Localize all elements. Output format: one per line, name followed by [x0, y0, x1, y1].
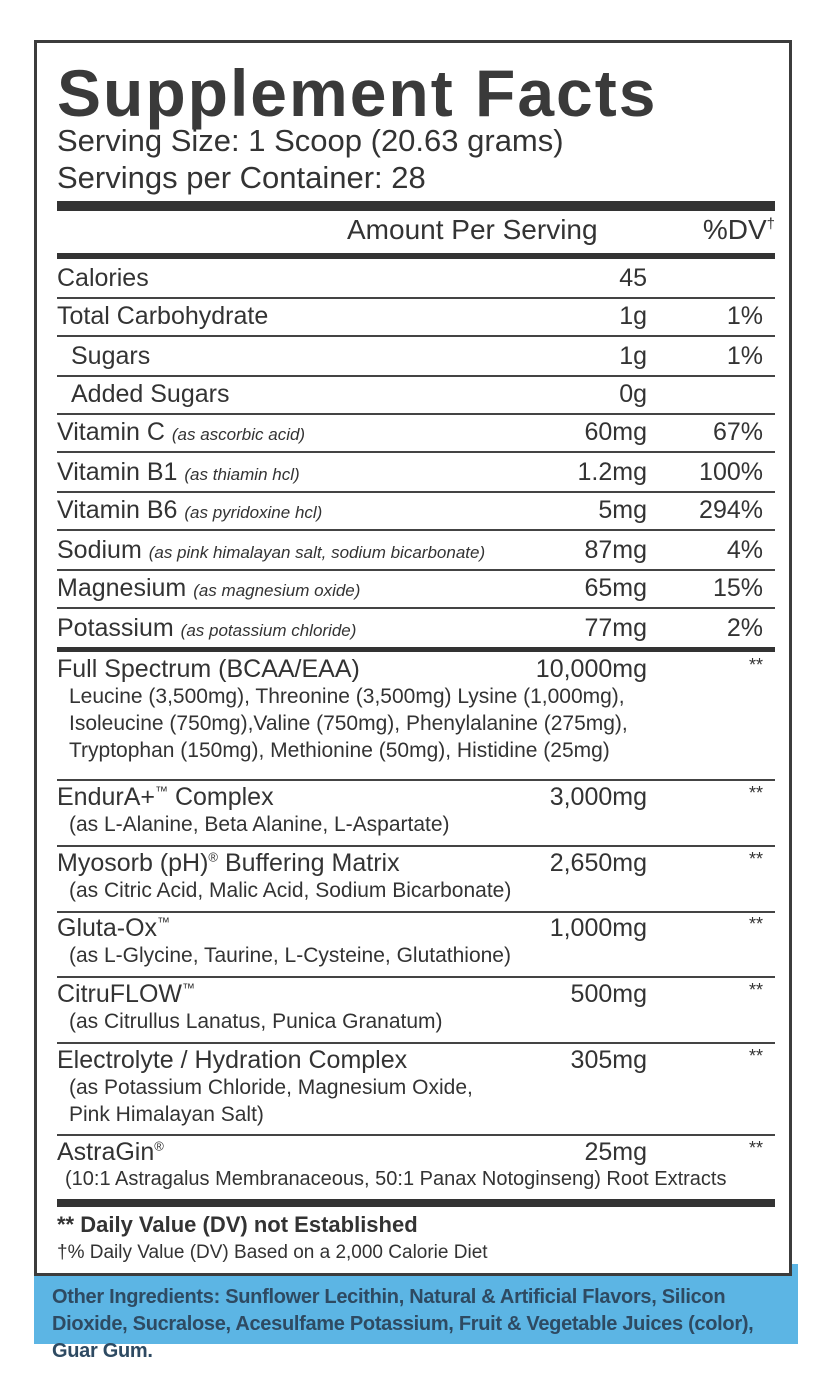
nutrient-source: (as magnesium oxide) — [193, 581, 361, 600]
nutrient-row — [57, 611, 775, 649]
blend-dv: ** — [748, 1046, 763, 1066]
nutrient-amount: 65mg — [584, 574, 647, 602]
nutrient-name: Calories — [57, 264, 149, 292]
nutrient-source: (as potassium chloride) — [180, 621, 357, 640]
amount-per-serving-header: Amount Per Serving — [347, 214, 598, 245]
blend-description: (as Potassium Chloride, Magnesium Oxide, Pink Himalayan Salt) — [69, 1076, 473, 1126]
blend-description: (as Citrullus Lanatus, Punica Granatum) — [69, 1010, 443, 1033]
nutrient-row — [57, 571, 775, 609]
blend-row — [57, 1044, 775, 1136]
blend-name: CitruFLOW™ — [57, 980, 195, 1008]
trademark-mark: ® — [208, 849, 219, 865]
nutrient-row — [57, 339, 775, 377]
nutrient-amount: 60mg — [584, 418, 647, 446]
blend-name: EndurA+™ Complex — [57, 783, 274, 811]
nutrient-source: (as ascorbic acid) — [171, 425, 306, 444]
nutrient-name: Potassium (as potassium chloride) — [57, 614, 357, 642]
nutrient-row — [57, 533, 775, 571]
nutrient-amount: 1.2mg — [577, 458, 647, 486]
blend-description: (as L-Glycine, Taurine, L-Cysteine, Glutathione) — [69, 944, 511, 967]
blend-amount: 500mg — [570, 980, 647, 1008]
nutrient-dv: 1% — [726, 302, 763, 330]
nutrient-amount: 87mg — [584, 536, 647, 564]
nutrient-name: Vitamin B1 (as thiamin hcl) — [57, 458, 300, 486]
blend-amount: 25mg — [584, 1138, 647, 1166]
servings-per-container: Servings per Container: 28 — [57, 160, 426, 195]
blend-amount: 10,000mg — [535, 655, 647, 683]
trademark-mark: ™ — [182, 980, 195, 996]
blend-dv: ** — [748, 655, 763, 675]
serving-size: Serving Size: 1 Scoop (20.63 grams) — [57, 123, 564, 158]
nutrient-row — [57, 455, 775, 493]
nutrient-dv: 4% — [726, 536, 763, 564]
nutrient-name: Sugars — [71, 342, 151, 370]
blend-name: Gluta-Ox™ — [57, 914, 171, 942]
nutrient-amount: 45 — [619, 264, 647, 292]
daily-value-header: %DV† — [702, 214, 775, 245]
blend-dv: ** — [748, 1138, 763, 1158]
blend-row — [57, 781, 775, 847]
daily-value-note: †% Daily Value (DV) Based on a 2,000 Calorie Diet — [57, 1242, 488, 1263]
nutrient-row — [57, 415, 775, 453]
nutrient-source: (as pyridoxine hcl) — [184, 503, 323, 522]
blend-dv: ** — [748, 914, 763, 934]
blend-description: (as Citric Acid, Malic Acid, Sodium Bicarbonate) — [69, 879, 512, 902]
nutrient-name: Added Sugars — [71, 380, 230, 408]
blend-name: Myosorb (pH)® Buffering Matrix — [57, 849, 400, 877]
blend-row — [57, 847, 775, 913]
footer-divider — [57, 1199, 775, 1207]
blend-description: (as L-Alanine, Beta Alanine, L-Aspartate) — [69, 813, 450, 836]
nutrient-name: Magnesium (as magnesium oxide) — [57, 574, 361, 602]
blend-name: Full Spectrum (BCAA/EAA) — [57, 655, 360, 683]
other-ingredients: Other Ingredients: Sunflower Lecithin, Natural & Artificial Flavors, Silicon Dioxide, Sucralose, Acesulfame Potassium, Fruit & Vegetable Juices (color), Guar Gum. — [52, 1286, 754, 1362]
nutrient-amount: 0g — [619, 380, 647, 408]
blend-dv: ** — [748, 849, 763, 869]
blend-dv: ** — [748, 783, 763, 803]
nutrient-divider — [57, 647, 775, 652]
nutrient-name: Vitamin B6 (as pyridoxine hcl) — [57, 496, 323, 524]
blend-row — [57, 653, 775, 781]
nutrient-dv: 294% — [699, 496, 763, 524]
nutrient-source: (as thiamin hcl) — [184, 465, 300, 484]
header-divider — [57, 253, 775, 259]
blend-name: AstraGin® — [57, 1138, 164, 1166]
blend-description: Leucine (3,500mg), Threonine (3,500mg) Lysine (1,000mg), Isoleucine (750mg),Valine (750mg), Phenylalanine (275mg), Tryptophan (150mg), Methionine (50mg), Histidine (25mg) — [69, 685, 628, 762]
blend-description: (10:1 Astragalus Membranaceous, 50:1 Panax Notoginseng) Root Extracts — [65, 1168, 727, 1190]
dv-not-established-note: ** Daily Value (DV) not Established — [57, 1212, 418, 1237]
nutrient-dv: 67% — [712, 418, 763, 446]
blend-row — [57, 1136, 775, 1196]
blend-name: Electrolyte / Hydration Complex — [57, 1046, 408, 1074]
nutrient-amount: 1g — [619, 302, 647, 330]
trademark-mark: ® — [154, 1138, 164, 1154]
nutrient-row — [57, 377, 775, 415]
nutrient-dv: 1% — [726, 342, 763, 370]
trademark-mark: ™ — [157, 914, 171, 930]
nutrient-row — [57, 299, 775, 337]
supplement-facts-panel — [34, 40, 792, 1276]
blend-row — [57, 912, 775, 978]
blend-dv: ** — [748, 980, 763, 1000]
nutrient-amount: 5mg — [598, 496, 647, 524]
nutrient-dv: 2% — [726, 614, 763, 642]
nutrient-amount: 77mg — [584, 614, 647, 642]
blend-amount: 1,000mg — [549, 914, 647, 942]
nutrient-row — [57, 493, 775, 531]
nutrient-name: Total Carbohydrate — [57, 302, 269, 330]
nutrient-dv: 100% — [699, 458, 763, 486]
nutrient-dv: 15% — [712, 574, 763, 602]
nutrient-source: (as pink himalayan salt, sodium bicarbonate) — [148, 543, 486, 562]
panel-title: Supplement Facts — [57, 56, 658, 130]
thick-divider — [57, 201, 775, 211]
blend-row — [57, 978, 775, 1044]
nutrient-amount: 1g — [619, 342, 647, 370]
blend-amount: 3,000mg — [549, 783, 647, 811]
trademark-mark: ™ — [155, 783, 168, 799]
nutrient-name: Vitamin C (as ascorbic acid) — [57, 418, 306, 446]
blend-amount: 305mg — [570, 1046, 647, 1074]
nutrient-name: Sodium (as pink himalayan salt, sodium bicarbonate) — [57, 536, 486, 564]
blend-amount: 2,650mg — [549, 849, 647, 877]
nutrient-row — [57, 261, 775, 299]
